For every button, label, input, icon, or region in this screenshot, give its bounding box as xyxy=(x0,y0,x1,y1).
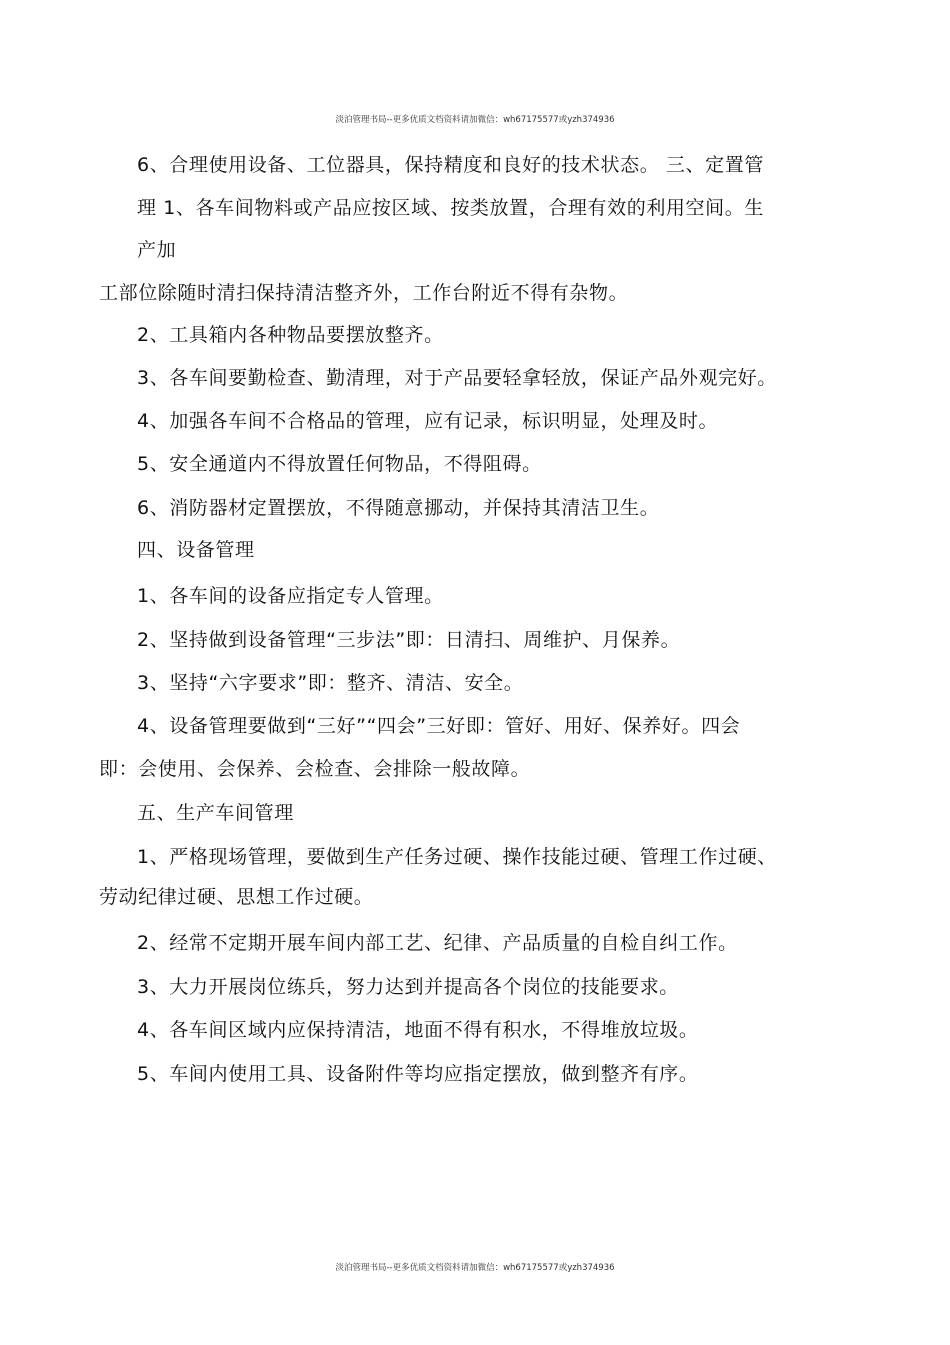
text-line: 1、严格现场管理，要做到生产任务过硬、操作技能过硬、管理工作过硬、 xyxy=(137,846,777,868)
text-line: 3、坚持“六字要求”即：整齐、清洁、安全。 xyxy=(137,672,524,694)
text-line: 5、车间内使用工具、设备附件等均应指定摆放，做到整齐有序。 xyxy=(137,1063,699,1085)
section-heading: 五、生产车间管理 xyxy=(137,802,294,824)
text-line: 工部位除随时清扫保持清洁整齐外，工作台附近不得有杂物。 xyxy=(99,282,629,304)
page-header: 淡泊管理书局--更多优质文档资料请加微信：wh67175577或yzh374936 xyxy=(335,115,615,125)
text-line: 2、经常不定期开展车间内部工艺、纪律、产品质量的自检自纠工作。 xyxy=(137,932,738,954)
text-line: 4、设备管理要做到“三好”“四会”三好即：管好、用好、保养好。四会 xyxy=(137,715,741,737)
text-line: 6、合理使用设备、工位器具，保持精度和良好的技术状态。 三、定置管 xyxy=(137,154,764,176)
text-line: 1、各车间的设备应指定专人管理。 xyxy=(137,585,444,607)
text-line: 2、工具箱内各种物品要摆放整齐。 xyxy=(137,324,444,346)
text-line: 6、消防器材定置摆放，不得随意挪动，并保持其清洁卫生。 xyxy=(137,497,660,519)
text-line: 4、各车间区域内应保持清洁，地面不得有积水，不得堆放垃圾。 xyxy=(137,1019,699,1041)
page-footer: 淡泊管理书局--更多优质文档资料请加微信：wh67175577或yzh374936 xyxy=(335,1263,615,1273)
text-line: 劳动纪律过硬、思想工作过硬。 xyxy=(99,886,374,908)
text-line: 4、加强各车间不合格品的管理，应有记录，标识明显，处理及时。 xyxy=(137,410,719,432)
text-line: 产加 xyxy=(137,239,177,261)
text-line: 2、坚持做到设备管理“三步法”即：日清扫、周维护、月保养。 xyxy=(137,629,681,651)
section-heading: 四、设备管理 xyxy=(137,539,255,561)
text-line: 理 1、各车间物料或产品应按区域、按类放置，合理有效的利用空间。生 xyxy=(137,197,764,219)
text-line: 3、各车间要勤检查、勤清理，对于产品要轻拿轻放，保证产品外观完好。 xyxy=(137,367,777,389)
text-line: 即：会使用、会保养、会检查、会排除一般故障。 xyxy=(99,758,531,780)
text-line: 3、大力开展岗位练兵，努力达到并提高各个岗位的技能要求。 xyxy=(137,976,679,998)
text-line: 5、安全通道内不得放置任何物品，不得阻碍。 xyxy=(137,453,542,475)
